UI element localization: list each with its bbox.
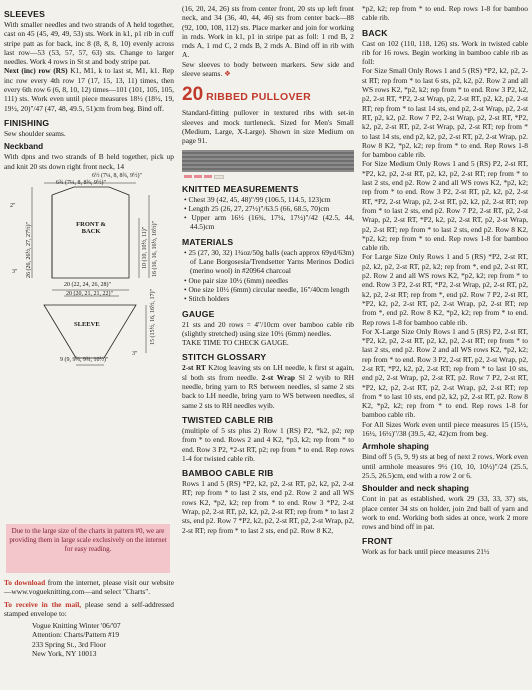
material-item: • 25 (27, 30, 32) 1¾oz/50g balls (each approx 69yd/63m) of Lane Borgosesia/Trendsetter Yarns Merinos Dodici (merino wool) in #20964 charcoal <box>184 247 355 276</box>
glossary-def: K2tog leaving sts on LH needle, k first st again, sl both sts from needle. <box>182 363 354 382</box>
measurement-text: Chest 39 (42, 45, 48)"/99 (106.5, 114.5, 123)cm <box>188 194 331 204</box>
bamboo-cable-paragraph: Rows 1 and 5 (RS) *P2, k2, p2, 2-st RT, p2, k2, p2, 2-st RT; rep from * to last 2 sts, end p2. Row 2 and all WS rows K2, *p2, k2; rep from * to end. Row 3 *P2, 2-st Wrap, p2, 2-st RT, p2, k2, p2, 2-st RT; rep from * to last 2 sts, end p2. Row 7 *P2, k2, p2, 2-st RT, p2, 2-st Wrap, p2, 2-st RT; rep from * to last 2 sts, end p2. Row 8 K2, <box>182 479 354 535</box>
material-item: • One pair size 10½ (6mm) needles <box>184 275 289 285</box>
diag-inner-top: 6¾ (7¼, 8, 8¾, 9½)" <box>56 179 106 186</box>
download-paragraph <box>4 578 174 597</box>
diag-right-outer: 16 (16, 16, 16½, 16½)" <box>152 220 158 277</box>
gauge-paragraph: 21 sts and 20 rows = 4"/10cm over bamboo cable rib (slightly stretched) using size 10½ (6mm) needles. <box>182 319 354 338</box>
diag-sleeve-bottom: 9 (9, 9¾, 9¾, 10½)" <box>60 356 109 363</box>
diag-front-back: FRONT & BACK <box>76 220 106 235</box>
neckband-heading: Neckband <box>4 142 44 152</box>
address-line: 233 Spring St., 3rd Floor <box>32 639 106 649</box>
shoulder-heading: Shoulder and neck shaping <box>362 484 469 494</box>
material-text: One pair size 10½ (6mm) needles <box>188 275 289 285</box>
measurement-text: Upper arm 16½ (16¾, 17¼, 17½)"/42 (42.5, 44, 44.5)cm <box>190 213 354 232</box>
diag-left-3: 3" <box>12 268 18 275</box>
front-paragraph: Work as for back until piece measures 21½ <box>362 547 490 557</box>
address-line: Attention: Charts/Pattern #19 <box>32 630 120 640</box>
material-text: 25 (27, 30, 32) 1¾oz/50g balls (each approx 69yd/63m) of Lane Borgosesia/Trendsetter Yarns Merinos Dodici (merino wool) in #20964 charcoal <box>188 247 355 276</box>
glossary-term: 2-st Wrap <box>261 372 296 382</box>
mail-label: To receive in the mail, <box>4 599 82 609</box>
back-xlarge-size: For X-Large Size Only Rows 1 and 5 (RS) P2, 2-st RT, *P2, k2, p2, 2-st RT, p2, k2, p2, 2-st RT; rep from * to last 2 sts, end p2. Row 2 and all WS rows K2, *p2, k2; rep from * to end. Row 3 P2, 2-st RT, p2, 2-st Wrap, p2, 2-st RT, *P2, k2, p2, 2-st RT; rep from * to last 10 sts, end p2, 2-st Wrap, p2, 2-st RT, p2. Row 7 P2, 2-st RT, *P2, k2, p2, 2-st RT, p2, 2-st Wrap, p2, 2-st RT; rep from * to last 10 sts, end p2, k2, p2, 2-st RT, p2. Row 8 K2, *p2, k2; rep from * to end. Rep rows 1-8 for bamboo cable rib. <box>362 326 528 420</box>
bamboo-cable-heading: BAMBOO CABLE RIB <box>182 468 274 479</box>
diag-right-inner: 10 (10, 10½, 11)" <box>142 226 148 269</box>
glossary-def: Sl 2 wyib to RH needle, bring yarn to RS between needles, sl same 2 sts back to LH needle, bring yarn to WS between needles, sl same 2 sts to RH needles wyib. <box>182 372 354 410</box>
neckband-continued: (16, 20, 24, 26) sts from center front, 20 sts up left front neck, and 34 (36, 40, 44, 46) sts from center back—88 (92, 100, 108, 112) sts. Place marker and join for working in rnds. Work in k1, p1 in stripe pat as foll: 1 rnd B, 2 rnds A, 1 rnd C, 2 rnds B, 2 rnds A. Bind off in rib with A. <box>182 4 354 60</box>
inc-row-label: Next (inc) row (RS) <box>4 66 68 76</box>
materials-heading: MATERIALS <box>182 236 234 247</box>
back-large-size: For Large Size Only Rows 1 and 5 (RS) *P2, 2-st RT, p2, k2, p2, 2-st RT, p2, k2; rep from *, end p2, 2-st RT, p2. Row 2 and all WS rows K2, *p2, k2; rep from * to end. Row 3 P2, 2-st RT, *P2, 2-st Wrap, p2, 2-st RT, p2, k2, p2, 2-st RT; rep from *, end p2. Row 7 P2, 2-st RT, *P2, k2, p2, 2-st RT, p2, 2-st Wrap, p2, 2-st RT; rep from *, end p2. Row 8 K2, *p2, k2; rep from * to end. Rep rows 1-8 for bamboo cable rib. <box>362 252 528 327</box>
finishing-sew-text: Sew sleeves to body between markers. Sew side and sleeve seams. <box>182 59 354 79</box>
mailing-address <box>4 621 174 658</box>
measurement-item: • Chest 39 (42, 45, 48)"/99 (106.5, 114.5, 123)cm <box>184 194 331 204</box>
armhole-paragraph: Bind off 5 (5, 9, 9) sts at beg of next 2 rows. Work even until armhole measures 9½ (10, 10, 10½)"/24 (25.5, 25.5, 26.5)cm, end with a row 2 or 6. <box>362 452 528 480</box>
back-medium-size: For Size Medium Only Rows 1 and 5 (RS) P2, 2-st RT, *P2, k2, p2, 2-st RT, p2, k2, p2, 2-st RT; rep from * to last 2 sts, end p2. Row 2 and all WS rows K2, *p2, k2; rep from * to end. Row 3 P2, 2-st RT, p2, k2, p2, 2-st RT, *P2, 2-st Wrap, p2, 2-st RT, p2, k2, p2, 2-st RT; rep from * to last 2 sts, end p2. Row 7 P2, 2-st RT, p2, 2-st Wrap, p2, 2-st RT, *P2, k2, p2, 2-st RT, p2, 2-st Wrap, p2, 2-st RT; rep from * to last 2 sts, end p2. Row 8 K2, *p2, k2; rep from * to end. Rep rows 1-8 for bamboo cable rib. <box>362 159 528 253</box>
sleeves-inc-paragraph <box>4 66 174 112</box>
pattern-description: Standard-fitting pullover in textured ribs with set-in sleeves and mock turtleneck. Sized for Men's Small (Medium, Large, X-Large). Shown in size Medium on page 91. <box>182 108 354 146</box>
gauge-heading: GAUGE <box>182 308 215 319</box>
pattern-title <box>182 84 354 106</box>
sleeves-paragraph: With smaller needles and two strands of A held together, cast on 45 (45, 49, 49, 53) sts. Work in k1, p1 rib in cuff stripe patt as for back, inc 8 (8, 8, 8, 10) evenly across last row—53 (53, 57, 57, 63) sts. Change to larger needles. Work 4 rows in St st and body stripe pat. <box>4 20 174 67</box>
end-mark-icon: ❖ <box>224 69 231 79</box>
schematic-diagram <box>4 173 174 363</box>
material-text: One size 10½ (6mm) circular needle, 16"/40cm length <box>188 284 350 294</box>
back-all-sizes: For All Sizes Work even until piece measures 15 (15½, 16½, 16½)"/38 (39.5, 42, 42)cm from beg. <box>362 419 528 439</box>
chart-download-info <box>4 578 174 658</box>
bamboo-continued: *p2, k2; rep from * to end. Rep rows 1-8 for bamboo cable rib. <box>362 4 528 23</box>
mail-paragraph <box>4 600 174 619</box>
yarn-swatch-image <box>182 150 354 172</box>
inc-row-text: K1, M1, k to last st, M1, k1. Rep inc row every 4th row 17 (17, 15, 13, 11) times, then every 6th row 6 (6, 8, 10, 12) times—101 (101, 105, 105, 111) sts. Work even until piece measures 18½ (18½, 19, 19½, 20)"/47 (47, 48, 49.5, 51)cm from beg. Bind off. <box>4 66 175 113</box>
back-heading: BACK <box>362 27 388 38</box>
column-3 <box>358 0 532 690</box>
sleeves-heading: SLEEVES <box>4 9 46 19</box>
material-item: • One size 10½ (6mm) circular needle, 16"/40cm length <box>184 284 350 294</box>
diag-top-label: 6½ (7¼, 8, 8¾, 9½)" <box>92 172 142 179</box>
diag-sleeve-right: 15 (15½, 16, 16½, 17)" <box>150 288 156 345</box>
chart-notice-box: Due to the large size of the charts in pattern #0, we are providing them in large scale exclusively on the internet for easy reading. <box>6 524 170 573</box>
twisted-cable-heading: TWISTED CABLE RIB <box>182 414 274 425</box>
diag-left-big: 26 (26, 26½, 27, 27½)" <box>26 221 32 278</box>
column-2 <box>178 0 358 690</box>
measurement-item: • Length 25 (26, 27, 27½)"/63.5 (66, 68.5, 70)cm <box>184 203 330 213</box>
finishing-heading: FINISHING <box>4 117 50 128</box>
download-label: To download <box>4 578 46 587</box>
back-paragraph-1: Cast on 102 (110, 118, 126) sts. Work in twisted cable rib for 16 rows. Begin working in bamboo cable rib as foll: <box>362 38 528 67</box>
neckband-paragraph: With dpns and two strands of B held together, pick up and knit 20 sts down right front neck, 14 <box>4 152 174 171</box>
glossary-heading: STITCH GLOSSARY <box>182 352 267 363</box>
mail-text: please send a self-addressed stamped envelope to: <box>4 599 174 618</box>
diag-sleeve-3: 3" <box>132 350 138 357</box>
diag-bottom-1: 20 (22, 24, 26, 28)" <box>64 281 111 288</box>
pattern-name: RIBBED PULLOVER <box>206 91 311 104</box>
gauge-check: TAKE TIME TO CHECK GAUGE. <box>182 338 289 348</box>
material-item: • Stitch holders <box>184 294 230 304</box>
diag-left-small: 2" <box>10 202 16 209</box>
finishing-sew <box>182 60 354 79</box>
download-text: from the internet, please visit our website—www.vogueknitting.com—and select "Charts". <box>4 578 174 597</box>
glossary-term: 2-st RT <box>182 363 206 373</box>
back-small-size: For Size Small Only Rows 1 and 5 (RS) *P2, k2, p2, 2-st RT; rep from * to last 6 sts, p2, k2, p2. Row 2 and all WS rows K2, *p2, k2; rep from * to end. Row 3 P2, k2, p2, 2-st RT, *P2, 2-st Wrap, p2, 2-st RT, p2, k2, p2, 2-st RT; rep from * to last 14 sts, end p2, 2-st Wrap, p2, 2-st RT, p2, k2, p2. Row 7 P2, 2-st Wrap, p2, 2-st RT, *P2, k2, p2, 2-st RT, p2, 2-st Wrap, p2, 2-st RT; rep from * to last 14 sts, end p2, k2, p2, 2-st RT, p2, 2-st Wrap, p2. Row 8 K2, *p2, k2; rep from * to end. Rep Rows 1-8 for bamboo cable rib. <box>362 66 528 160</box>
address-line: Vogue Knitting Winter '06/'07 <box>32 621 121 631</box>
twisted-cable-paragraph: (multiple of 5 sts plus 2) Row 1 (RS) P2, *k2, p2; rep from * to end. Rows 2 and 4 K2, *p3, k2; rep from * to end. Row 3 P2, *2-st RT, p2; rep from * to end. Rep rows 1-4 for twisted cable rib. <box>182 425 354 463</box>
skill-level-icon <box>184 175 354 179</box>
pattern-number: 20 <box>182 84 204 106</box>
measurement-item: • Upper arm 16½ (16¾, 17¼, 17½)"/42 (42.5, 44, 44.5)cm <box>184 213 354 232</box>
measurement-text: Length 25 (26, 27, 27½)"/63.5 (66, 68.5, 70)cm <box>188 203 330 213</box>
address-line: New York, NY 10013 <box>32 649 97 659</box>
front-heading: FRONT <box>362 536 393 547</box>
diag-bottom-2: 20 (20, 21, 21, 22)" <box>66 290 113 297</box>
material-text: Stitch holders <box>188 294 230 304</box>
shoulder-paragraph: Cont in pat as established, work 29 (33, 33, 37) sts, place center 34 sts on holder, join 2nd ball of yarn and work to end. Working both sides at once, work 2 more rows and bind off in pat. <box>362 494 528 532</box>
measurements-heading: KNITTED MEASUREMENTS <box>182 183 299 194</box>
finishing-paragraph: Sew shoulder seams. <box>4 128 66 138</box>
glossary-paragraph <box>182 363 354 409</box>
diag-sleeve-label: SLEEVE <box>74 320 100 328</box>
armhole-heading: Armhole shaping <box>362 442 429 452</box>
